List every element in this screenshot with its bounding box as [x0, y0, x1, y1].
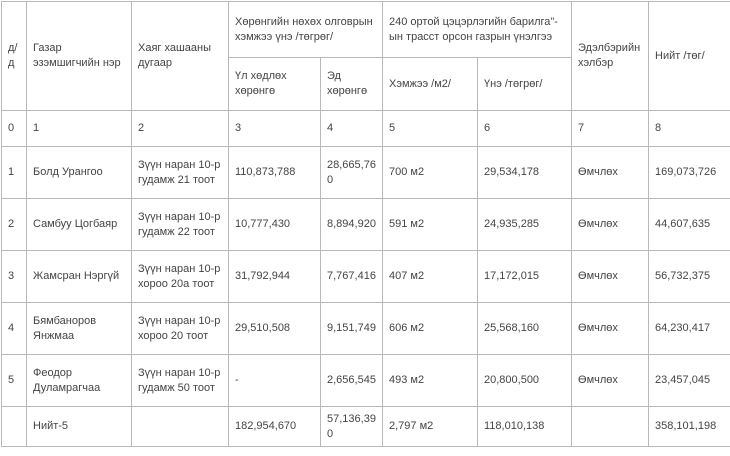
row-usage: Өмчлөх: [572, 251, 649, 303]
header-price: Үнэ /төгрөг/: [478, 58, 572, 111]
totals-immovable: 182,954,670: [229, 407, 321, 447]
row-usage: Өмчлөх: [572, 147, 649, 199]
totals-usage-cell: [572, 407, 649, 447]
table-row: [2, 147, 730, 199]
row-movable: 2,656,545: [321, 355, 383, 407]
table-row: [2, 199, 730, 251]
header-owner: Газар эзэмшигчийн нэр: [27, 2, 132, 111]
row-usage: Өмчлөх: [572, 199, 649, 251]
totals-movable: 57,136,390: [321, 407, 383, 447]
column-index-cell: 2: [132, 111, 229, 147]
row-area: 700 м2: [383, 147, 478, 199]
header-total: Нийт /төг/: [649, 2, 730, 111]
row-immovable: 31,792,944: [229, 251, 321, 303]
header-no: д/д: [2, 2, 27, 111]
table-row: [2, 303, 730, 355]
row-usage: Өмчлөх: [572, 355, 649, 407]
column-index-cell: 0: [2, 111, 27, 147]
column-index-cell: 3: [229, 111, 321, 147]
row-price: 20,800,500: [478, 355, 572, 407]
row-owner: Бямбаноров Янжмаа: [27, 303, 132, 355]
column-index-row: [2, 111, 730, 147]
row-movable: 7,767,416: [321, 251, 383, 303]
totals-area: 2,797 м2: [383, 407, 478, 447]
column-index-cell: 5: [383, 111, 478, 147]
compensation-table: [1, 1, 730, 447]
row-total: 169,073,726: [649, 147, 730, 199]
column-index-cell: 1: [27, 111, 132, 147]
row-immovable: 29,510,508: [229, 303, 321, 355]
row-address: Зүүн наран 10-р хороо 20 тоот: [132, 303, 229, 355]
row-owner: Болд Урангоо: [27, 147, 132, 199]
totals-no-cell: [2, 407, 27, 447]
row-no: 5: [2, 355, 27, 407]
row-no: 3: [2, 251, 27, 303]
row-movable: 28,665,760: [321, 147, 383, 199]
row-total: 64,230,417: [649, 303, 730, 355]
totals-row: [2, 407, 730, 447]
row-movable: 8,894,920: [321, 199, 383, 251]
row-address: Зүүн наран 10-р гудамж 21 тоот: [132, 147, 229, 199]
row-owner: Жамсран Нэргүй: [27, 251, 132, 303]
row-immovable: 10,777,430: [229, 199, 321, 251]
header-assets-group: Хөрөнгийн нөхөх олговрын хэмжээ үнэ /төгрөг/: [229, 2, 383, 58]
column-index-cell: 8: [649, 111, 730, 147]
header-row-1: [2, 2, 730, 58]
header-immovable: Үл хөдлөх хөрөнгө: [229, 58, 321, 111]
row-area: 591 м2: [383, 199, 478, 251]
row-price: 25,568,160: [478, 303, 572, 355]
column-index-cell: 4: [321, 111, 383, 147]
totals-price: 118,010,138: [478, 407, 572, 447]
row-area: 606 м2: [383, 303, 478, 355]
row-area: 407 м2: [383, 251, 478, 303]
row-immovable: 110,873,788: [229, 147, 321, 199]
header-area: Хэмжээ /м2/: [383, 58, 478, 111]
table-row: [2, 355, 730, 407]
row-usage: Өмчлөх: [572, 303, 649, 355]
header-address: Хаяг хашааны дугаар: [132, 2, 229, 111]
row-owner: Самбуу Цогбаяр: [27, 199, 132, 251]
header-movable: Эд хөрөнгө: [321, 58, 383, 111]
header-land-group: 240 ортой цэцэрлэгийн барилга"-ын трасст орсон газрын үнэлгээ: [383, 2, 572, 58]
row-price: 24,935,285: [478, 199, 572, 251]
row-address: Зүүн наран 10-р гудамж 22 тоот: [132, 199, 229, 251]
column-index-cell: 6: [478, 111, 572, 147]
row-total: 56,732,375: [649, 251, 730, 303]
row-movable: 9,151,749: [321, 303, 383, 355]
row-address: Зүүн наран 10-р хороо 20а тоот: [132, 251, 229, 303]
totals-address-cell: [132, 407, 229, 447]
row-no: 4: [2, 303, 27, 355]
row-owner: Феодор Дуламрагчаа: [27, 355, 132, 407]
column-index-cell: 7: [572, 111, 649, 147]
totals-label: Нийт-5: [27, 407, 132, 447]
row-price: 29,534,178: [478, 147, 572, 199]
row-no: 2: [2, 199, 27, 251]
row-immovable: -: [229, 355, 321, 407]
row-no: 1: [2, 147, 27, 199]
row-total: 44,607,635: [649, 199, 730, 251]
header-usage: Эдэлбэрийн хэлбэр: [572, 2, 649, 111]
row-area: 493 м2: [383, 355, 478, 407]
row-price: 17,172,015: [478, 251, 572, 303]
totals-total: 358,101,198: [649, 407, 730, 447]
table-row: [2, 251, 730, 303]
row-address: Зүүн наран 10-р гудамж 50 тоот: [132, 355, 229, 407]
row-total: 23,457,045: [649, 355, 730, 407]
